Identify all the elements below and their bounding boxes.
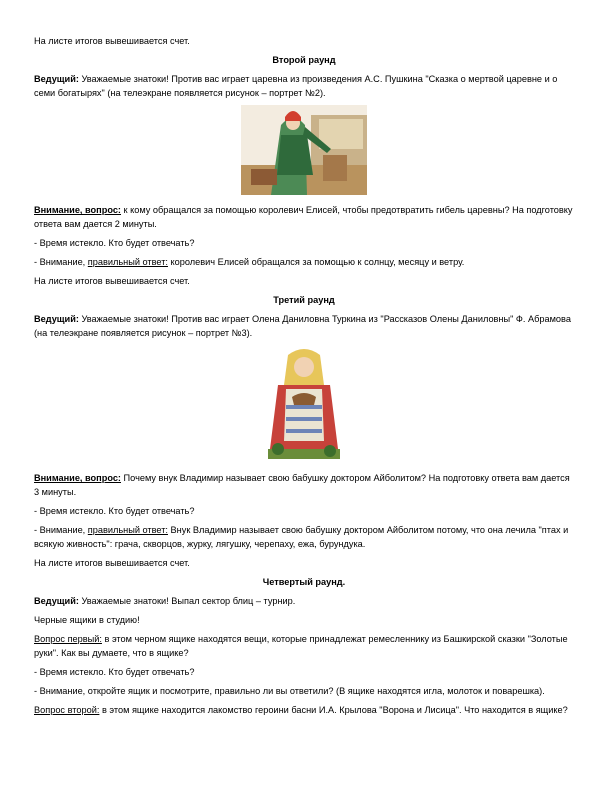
round3-host: [34, 312, 574, 340]
question-text: к кому обращался за помощью королевич Елисей, чтобы предотвратить гибель царевны? На подготовку ответа вам дается 2 минуты.: [34, 205, 573, 229]
question-label: Внимание, вопрос:: [34, 205, 121, 215]
round4-question1: [34, 632, 574, 660]
answer-label: правильный ответ:: [87, 257, 168, 267]
round3-answer: [34, 523, 574, 551]
round4-open-box: - Внимание, откройте ящик и посмотрите, правильно ли вы ответили? (В ящике находятся игла, молоток и поварешка).: [34, 686, 545, 696]
answer-label: правильный ответ:: [87, 525, 168, 535]
portrait-2-image: [34, 105, 574, 199]
answer-text: Внук Владимир называет свою бабушку доктором Айболитом потому, что она лечила "птах и всякую живность": грача, скворцов, журку, лягушку, черепаху, ежа, бурундука.: [34, 525, 569, 549]
answer-text: королевич Елисей обращался за помощью к солнцу, месяцу и ветру.: [167, 257, 465, 267]
round3-tally: На листе итогов вывешивается счет.: [34, 558, 190, 568]
round4-question2: [34, 703, 574, 717]
host-text: Уважаемые знатоки! Выпал сектор блиц – турнир.: [78, 596, 296, 606]
round2-time-up: - Время истекло. Кто будет отвечать?: [34, 238, 195, 248]
round2-answer: [34, 255, 574, 269]
host-text: Уважаемые знатоки! Против вас играет царевна из произведения А.С. Пушкина "Сказка о мертвой царевне и о семи богатырях" (на телеэкране появляется рисунок – портрет №2).: [34, 74, 558, 98]
question1-text: в этом черном ящике находятся вещи, которые принадлежат ремесленнику из Башкирской сказки "Золотые руки". Как вы думаете, что в ящике?: [34, 634, 568, 658]
round3-title: Третий раунд: [273, 295, 335, 305]
round2-host: [34, 72, 574, 100]
host-text: Уважаемые знатоки! Против вас играет Олена Даниловна Туркина из "Рассказов Олены Даниловны" Ф. Абрамова (на телеэкране появляется рисунок – портрет №3).: [34, 314, 571, 338]
round3-question: [34, 471, 574, 499]
question-text: Почему внук Владимир называет свою бабушку доктором Айболитом? На подготовку ответа вам дается 3 минуты.: [34, 473, 570, 497]
portrait-3-image: [34, 345, 574, 467]
host-label: Ведущий:: [34, 314, 79, 324]
host-label: Ведущий:: [34, 596, 79, 606]
answer-prefix: - Внимание,: [34, 525, 88, 535]
round3-time-up: - Время истекло. Кто будет отвечать?: [34, 506, 195, 516]
question2-text: в этом ящике находится лакомство героини басни И.А. Крылова "Ворона и Лисица". Что находится в ящике?: [99, 705, 568, 715]
round4-title: Четвертый раунд.: [262, 577, 346, 587]
question2-label: Вопрос второй:: [34, 705, 100, 715]
question1-label: Вопрос первый:: [34, 634, 102, 644]
round4-time-up: - Время истекло. Кто будет отвечать?: [34, 667, 195, 677]
document-page: [34, 34, 574, 722]
tally-line: На листе итогов вывешивается счет.: [34, 36, 190, 46]
question-label: Внимание, вопрос:: [34, 473, 121, 483]
answer-prefix: - Внимание,: [34, 257, 88, 267]
host-label: Ведущий:: [34, 74, 79, 84]
round2-question: [34, 203, 574, 231]
round4-host: [34, 594, 574, 608]
round2-tally: На листе итогов вывешивается счет.: [34, 276, 190, 286]
round2-title: Второй раунд: [272, 55, 336, 65]
round4-black-boxes: Черные ящики в студию!: [34, 615, 140, 625]
